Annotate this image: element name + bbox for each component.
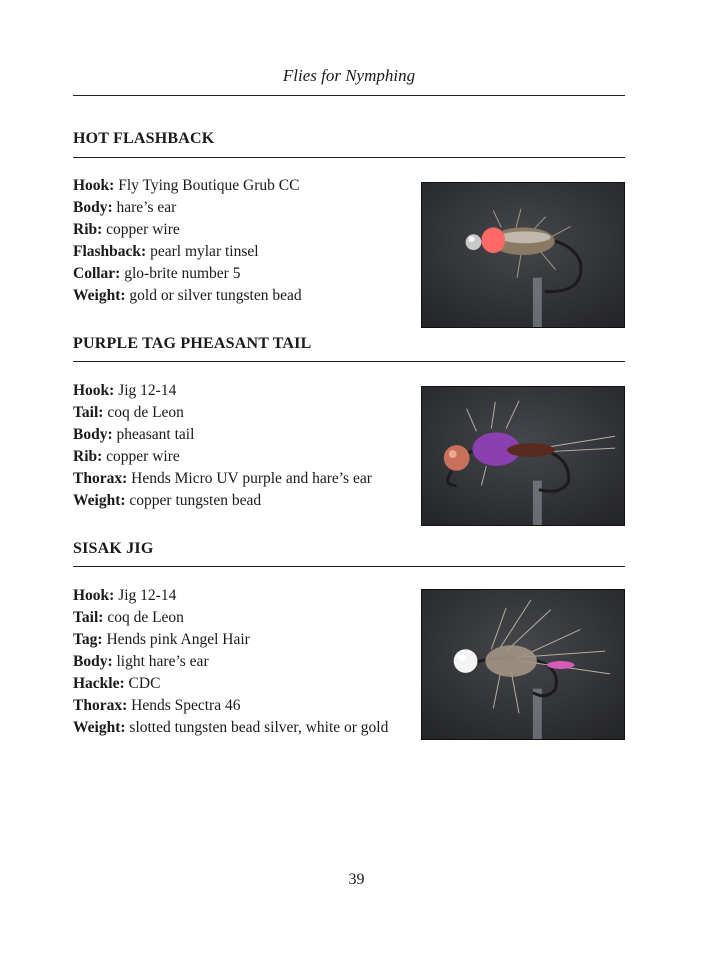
- recipe-line: [73, 380, 413, 402]
- recipe-line: [73, 695, 413, 717]
- recipe-label: Weight:: [73, 492, 126, 509]
- recipe-label: Weight:: [73, 719, 126, 736]
- recipe-value: Hends Micro UV purple and hare’s ear: [131, 470, 372, 487]
- recipe-line: [73, 175, 413, 197]
- recipe-value: Hends pink Angel Hair: [106, 631, 250, 648]
- recipe-value: copper tungsten bead: [129, 492, 262, 509]
- running-head: Flies for Nymphing: [282, 66, 416, 85]
- recipe-value: glo-brite number 5: [124, 265, 241, 282]
- recipe-line: [73, 673, 413, 695]
- recipe-label: Hook:: [73, 382, 115, 399]
- recipe-line: [73, 285, 413, 307]
- fly-photo-hot-flashback: [421, 182, 625, 328]
- recipe-line: [73, 241, 413, 263]
- section-rule: [73, 566, 625, 567]
- header-rule: [73, 95, 625, 96]
- recipe-value: coq de Leon: [107, 609, 184, 626]
- recipe-line: [73, 629, 413, 651]
- recipe-value: hare’s ear: [116, 199, 177, 216]
- section-title-hot-flashback: HOT FLASHBACK: [73, 130, 215, 147]
- recipe-line: [73, 402, 413, 424]
- recipe-line: [73, 651, 413, 673]
- recipe-value: Jig 12-14: [118, 587, 177, 604]
- recipe-value: gold or silver tungsten bead: [129, 287, 302, 304]
- recipe-label: Tag:: [73, 631, 103, 648]
- recipe-value: Hends Spectra 46: [131, 697, 241, 714]
- recipe-label: Thorax:: [73, 697, 128, 714]
- recipe-value: copper wire: [106, 448, 180, 465]
- recipe-line: [73, 717, 413, 739]
- page-number: 39: [348, 871, 365, 888]
- recipe-value: Fly Tying Boutique Grub CC: [118, 177, 300, 194]
- recipe-label: Rib:: [73, 448, 103, 465]
- recipe-list: [73, 585, 413, 739]
- recipe-value: Jig 12-14: [118, 382, 177, 399]
- recipe-value: pearl mylar tinsel: [150, 243, 259, 260]
- recipe-value: slotted tungsten bead silver, white or gold: [129, 719, 389, 736]
- recipe-label: Rib:: [73, 221, 103, 238]
- recipe-line: [73, 424, 413, 446]
- recipe-label: Body:: [73, 653, 113, 670]
- recipe-line: [73, 446, 413, 468]
- recipe-value: pheasant tail: [116, 426, 195, 443]
- recipe-label: Thorax:: [73, 470, 128, 487]
- recipe-label: Hook:: [73, 177, 115, 194]
- recipe-label: Tail:: [73, 404, 104, 421]
- recipe-label: Hook:: [73, 587, 115, 604]
- recipe-list: [73, 175, 413, 307]
- recipe-line: [73, 219, 413, 241]
- recipe-value: copper wire: [106, 221, 180, 238]
- recipe-label: Tail:: [73, 609, 104, 626]
- recipe-label: Weight:: [73, 287, 126, 304]
- fly-photo-sisak-jig: [421, 589, 625, 740]
- recipe-line: [73, 197, 413, 219]
- section-title-sisak-jig: SISAK JIG: [73, 540, 154, 557]
- recipe-label: Flashback:: [73, 243, 147, 260]
- recipe-line: [73, 607, 413, 629]
- recipe-label: Hackle:: [73, 675, 125, 692]
- section-rule: [73, 157, 625, 158]
- recipe-value: light hare’s ear: [116, 653, 209, 670]
- recipe-line: [73, 468, 413, 490]
- recipe-label: Collar:: [73, 265, 121, 282]
- recipe-line: [73, 585, 413, 607]
- recipe-value: coq de Leon: [107, 404, 184, 421]
- fly-photo-purple-tag-pheasant-tail: [421, 386, 625, 526]
- recipe-value: CDC: [128, 675, 161, 692]
- section-title-purple-tag-pheasant-tail: PURPLE TAG PHEASANT TAIL: [73, 335, 312, 352]
- recipe-list: [73, 380, 413, 512]
- recipe-line: [73, 490, 413, 512]
- recipe-label: Body:: [73, 199, 113, 216]
- recipe-label: Body:: [73, 426, 113, 443]
- section-rule: [73, 361, 625, 362]
- recipe-line: [73, 263, 413, 285]
